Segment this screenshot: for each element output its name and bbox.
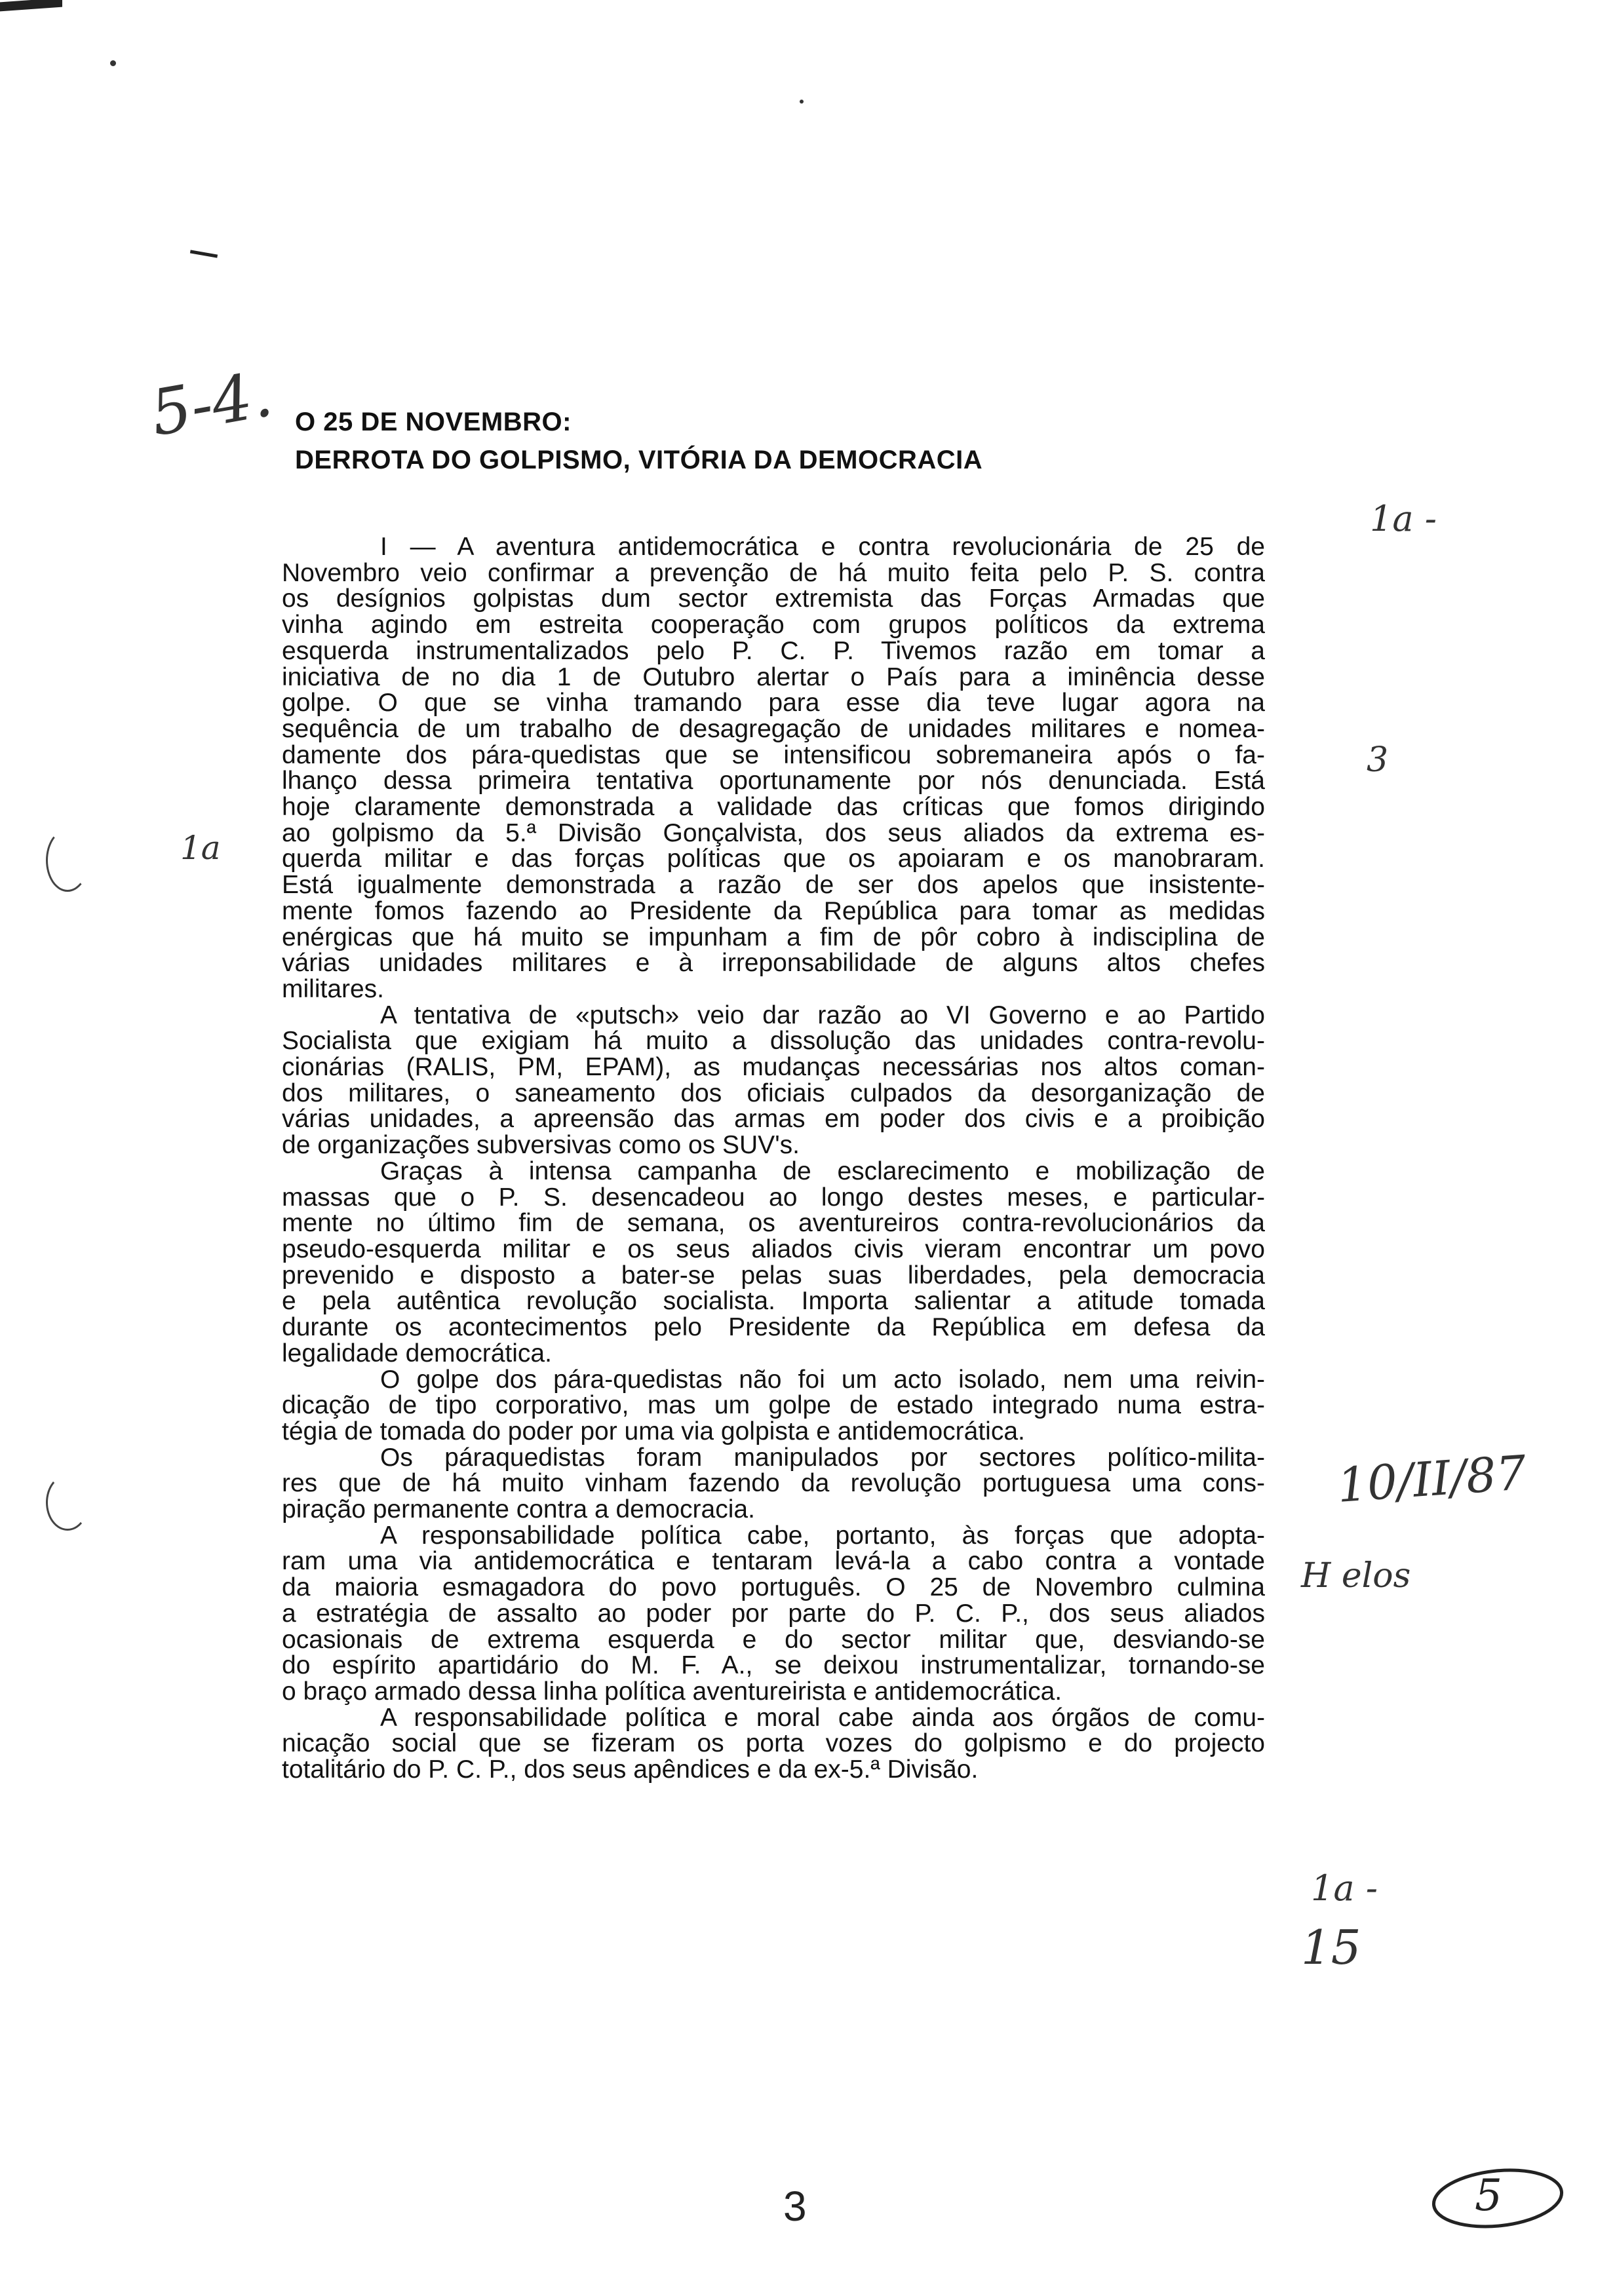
handwritten-annotation: 1a - [1311,1867,1378,1909]
text-line: damente dos pára-quedistas que se intensificou sobremaneira após o fa- [282,740,1265,769]
text-line: de organizações subversivas como os SUV's. [282,1131,800,1160]
text-line: querda militar e das forças políticas que os apoiaram e os manobraram. [282,845,1265,873]
handwritten-annotation: 1a - [1370,498,1437,539]
paragraph [282,1003,1265,1158]
text-line: o braço armado dessa linha política aventureirista e antidemocrática. [282,1677,1062,1706]
text-line: sequência de um trabalho de desagregação de unidades militares e nomea- [282,714,1265,743]
handwritten-annotation: 1a [180,829,221,867]
circled-number: 5 [1475,2170,1502,2221]
text-line: mente no último fim de semana, os aventureiros contra-revolucionários da [282,1209,1265,1238]
text-line: totalitário do P. C. P., dos seus apêndices e da ex-5.ª Divisão. [282,1755,979,1784]
paragraph [282,1705,1265,1783]
text-line: a estratégia de assalto ao poder por parte do P. C. P., dos seus aliados [282,1599,1265,1628]
text-line: mente fomos fazendo ao Presidente da República para tomar as medidas [282,896,1265,925]
paragraph [282,534,1265,1003]
scan-mark [190,250,218,258]
text-line: os desígnios golpistas dum sector extremista das Forças Armadas que [282,584,1265,613]
text-line: pseudo-esquerda militar e os seus aliados civis vieram encontrar um povo [282,1234,1265,1263]
text-line: Graças à intensa campanha de esclarecimento e mobilização de [380,1157,1265,1185]
text-line: dicação de tipo corporativo, mas um golpe de estado integrado numa estra- [282,1391,1265,1420]
document-title [295,403,1147,479]
text-line: esquerda instrumentalizados pelo P. C. P. Tivemos razão em tomar a [282,636,1265,665]
text-line: cionárias (RALIS, PM, EPAM), as mudanças necessárias nos altos coman- [282,1053,1265,1082]
text-line: hoje claramente demonstrada a validade das críticas que fomos dirigindo [282,793,1265,822]
text-line: legalidade democrática. [282,1339,552,1368]
scan-dot [110,60,116,66]
handwritten-annotation: 3 [1367,740,1389,780]
text-line: A responsabilidade política cabe, portanto, às forças que adopta- [380,1521,1265,1550]
circled-page-mark [1429,2162,1566,2234]
title-line-1: O 25 DE NOVEMBRO: [295,408,572,436]
text-line: vinha agindo em estreita cooperação com grupos políticos da extrema [282,611,1265,640]
paragraph [282,1523,1265,1705]
handwritten-annotation: H elos [1301,1556,1411,1596]
text-line: ao golpismo da 5.ª Divisão Gonçalvista, dos seus aliados da extrema es- [282,818,1265,847]
text-line: golpe. O que se vinha tramando para esse dia teve lugar agora na [282,689,1265,718]
text-line: Está igualmente demonstrada a razão de ser dos apelos que insistente- [282,871,1265,900]
text-line: Socialista que exigiam há muito a dissolução das unidades contra-revolu- [282,1027,1265,1056]
text-line: do espírito apartidário do M. F. A., se deixou instrumentalizar, tornando-se [282,1651,1265,1680]
title-line-2: DERROTA DO GOLPISMO, VITÓRIA DA DEMOCRACIA [295,446,983,474]
document-body [282,534,1265,1783]
text-line: e pela autêntica revolução socialista. Importa salientar a atitude tomada [282,1287,1265,1316]
text-line: lhanço dessa primeira tentativa oportunamente por nós denunciada. Está [282,767,1265,795]
scan-dot [800,100,804,104]
text-line: res que de há muito vinham fazendo da revolução portuguesa uma cons- [282,1469,1265,1498]
text-line: A tentativa de «putsch» veio dar razão ao VI Governo e ao Partido [380,1001,1265,1029]
text-line: tégia de tomada do poder por uma via golpista e antidemocrática. [282,1417,1025,1445]
text-line: Os páraquedistas foram manipulados por sectores político-milita- [380,1443,1265,1472]
handwritten-annotation: 5-4. [145,356,278,451]
paragraph [282,1158,1265,1367]
text-line: O golpe dos pára-quedistas não foi um acto isolado, nem uma reivin- [380,1365,1265,1394]
margin-arc-mark [46,1474,89,1531]
text-line: Novembro veio confirmar a prevenção de há muito feita pelo P. S. contra [282,558,1265,587]
text-line: dos militares, o saneamento dos oficiais culpados da desorganização de [282,1079,1265,1107]
text-line: militares. [282,974,385,1003]
text-line: enérgicas que há muito se impunham a fim de pôr cobro à indisciplina de [282,923,1265,951]
handwritten-annotation: 10/II/87 [1335,1445,1528,1513]
margin-arc-mark [46,829,89,892]
text-line: piração permanente contra a democracia. [282,1495,755,1524]
text-line: durante os acontecimentos pelo Presidente da República em defesa da [282,1313,1265,1342]
text-line: A responsabilidade política e moral cabe ainda aos órgãos de comu- [380,1703,1265,1732]
text-line: I — A aventura antidemocrática e contra revolucionária de 25 de [380,533,1265,561]
page-number: 3 [783,2183,807,2230]
text-line: prevenido e disposto a bater-se pelas suas liberdades, pela democracia [282,1261,1265,1290]
text-line: várias unidades militares e à irreponsabilidade de alguns altos chefes [282,949,1265,978]
text-line: ocasionais de extrema esquerda e do sector militar que, desviando-se [282,1625,1265,1654]
scan-mark [0,0,62,11]
text-line: várias unidades, a apreensão das armas em poder dos civis e a proibição [282,1105,1265,1134]
paragraph [282,1445,1265,1523]
text-line: massas que o P. S. desencadeou ao longo destes meses, e particular- [282,1183,1265,1212]
handwritten-annotation: 15 [1301,1920,1361,1975]
text-line: ram uma via antidemocrática e tentaram levá-la a cabo contra a vontade [282,1547,1265,1576]
text-line: iniciativa de no dia 1 de Outubro alertar o País para a iminência desse [282,662,1265,691]
paragraph [282,1367,1265,1445]
text-line: da maioria esmagadora do povo português. O 25 de Novembro culmina [282,1573,1265,1602]
text-line: nicação social que se fizeram os porta vozes do golpismo e do projecto [282,1729,1265,1758]
